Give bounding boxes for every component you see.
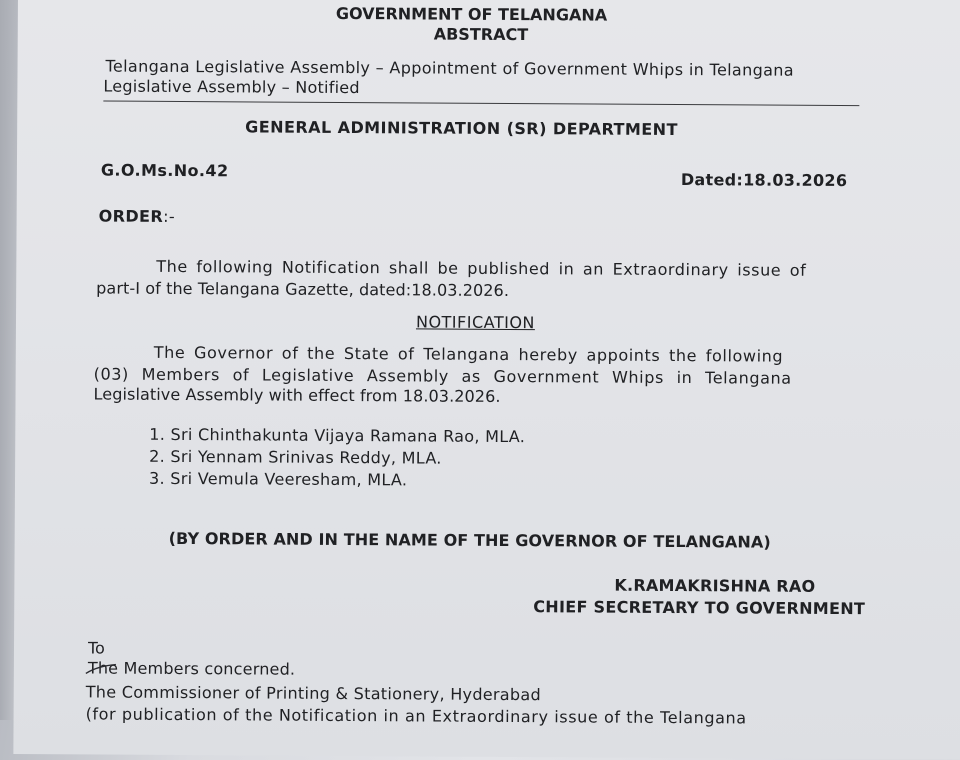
appointee-list-item: 2. Sri Yennam Srinivas Reddy, MLA. bbox=[149, 446, 442, 468]
order-suffix: :- bbox=[163, 206, 176, 226]
subject-line-2: Legislative Assembly – Notified bbox=[103, 76, 360, 98]
distribution-line-1: The Members concerned. bbox=[87, 658, 296, 679]
subject-line-1: Telangana Legislative Assembly – Appointment of Government Whips in Telangana bbox=[105, 56, 794, 80]
distribution-line-3-partial: (for publication of the Notification in an Extraordinary issue of the Telangana bbox=[85, 704, 747, 728]
order-heading bbox=[99, 206, 176, 225]
appointee-list-item: 3. Sri Vemula Veeresham, MLA. bbox=[148, 468, 408, 490]
notification-heading: NOTIFICATION bbox=[415, 312, 535, 333]
paragraph-1-line-1: The following Notification shall be published in an Extraordinary issue of bbox=[156, 256, 807, 280]
government-heading: GOVERNMENT OF TELANGANA bbox=[335, 3, 608, 25]
by-order-line: (BY ORDER AND IN THE NAME OF THE GOVERNOR OF TELANGANA) bbox=[168, 528, 771, 552]
order-date: Dated:18.03.2026 bbox=[680, 170, 848, 191]
paragraph-2-line-2: (03) Members of Legislative Assembly as Government Whips in Telangana bbox=[93, 364, 792, 388]
abstract-heading: ABSTRACT bbox=[433, 24, 529, 45]
department-heading: GENERAL ADMINISTRATION (SR) DEPARTMENT bbox=[245, 117, 678, 140]
appointee-list-item: 1. Sri Chinthakunta Vijaya Ramana Rao, MLA. bbox=[149, 424, 526, 447]
paragraph-1-line-2: part-I of the Telangana Gazette, dated:18.03.2026. bbox=[96, 278, 510, 301]
pen-strike-mark bbox=[84, 662, 118, 676]
paragraph-2-line-3: Legislative Assembly with effect from 18.03.2026. bbox=[93, 384, 501, 406]
distribution-to: To bbox=[87, 638, 105, 658]
go-number: G.O.Ms.No.42 bbox=[100, 160, 229, 181]
distribution-line-2: The Commissioner of Printing & Stationery, Hyderabad bbox=[85, 682, 542, 705]
government-order-document bbox=[13, 0, 960, 760]
signatory-title: CHIEF SECRETARY TO GOVERNMENT bbox=[533, 597, 866, 619]
order-label: ORDER bbox=[98, 206, 164, 226]
subject-divider bbox=[103, 101, 859, 107]
paragraph-2-line-1: The Governor of the State of Telangana hereby appoints the following bbox=[153, 342, 784, 366]
signatory-name: K.RAMAKRISHNA RAO bbox=[614, 575, 816, 596]
